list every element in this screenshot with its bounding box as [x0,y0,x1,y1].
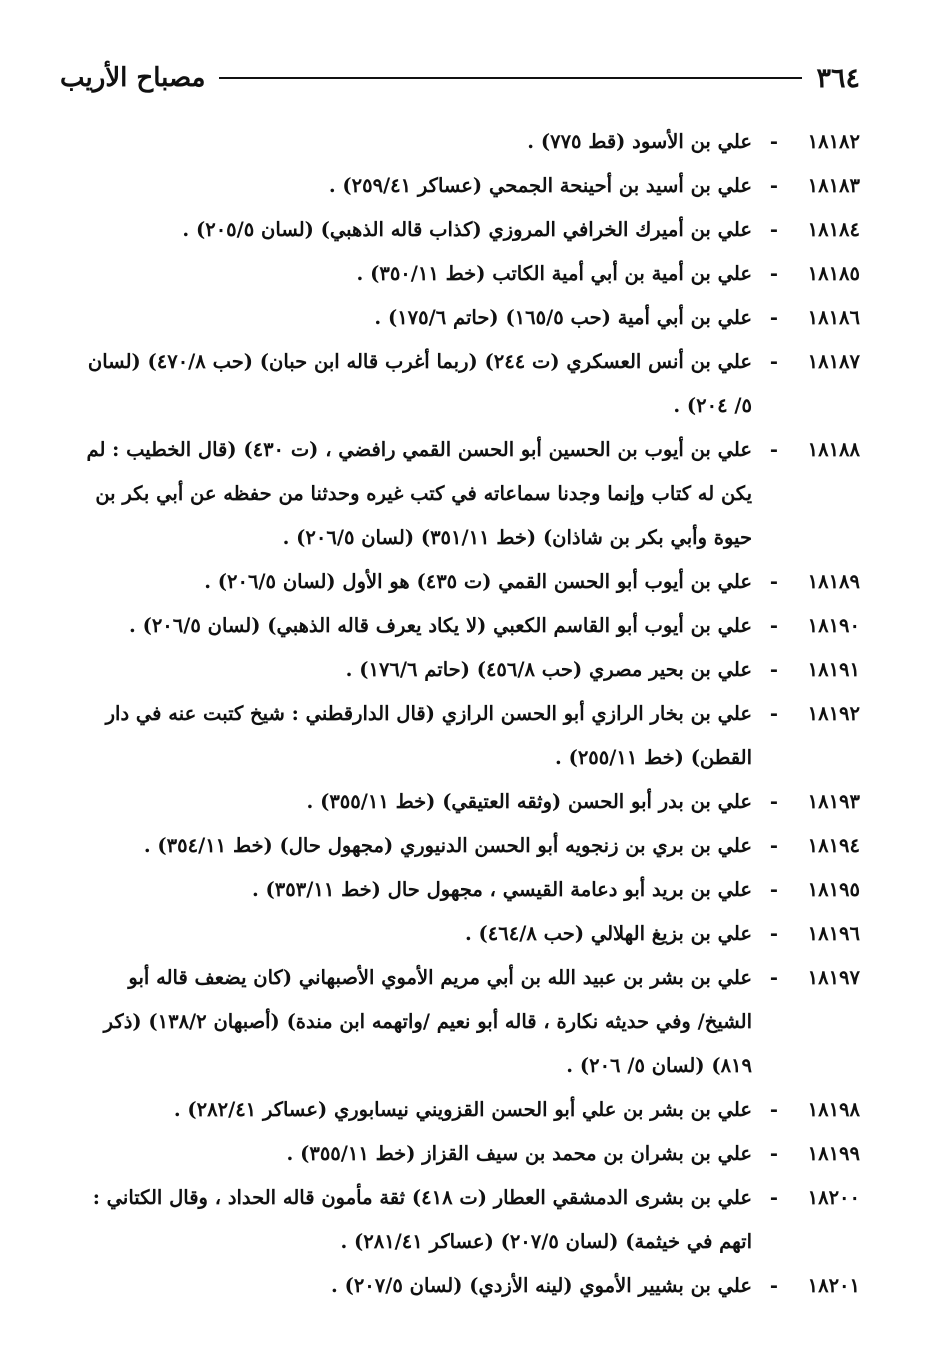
list-item [80,120,860,164]
entry-text: علي بن بشيير الأموي (لينه الأزدي) (لسان ٢٠٧/٥) . [331,1274,752,1297]
entry-text: علي بن أيوب أبو الحسن القمي (ت ٤٣٥) هو الأول (لسان ٢٠٦/٥) . [204,570,752,593]
entry-dash: - [769,438,778,461]
header-rule [219,77,802,79]
entry-text: علي بن أيوب بن الحسين أبو الحسن القمي رافضي ، (ت ٤٣٠) (قال الخطيب : لم يكن له كتاب وإنما وجدنا سماعاته في كتب غيره وحدثنا من حفظه عن أبي بكر بن حيوة وأبي بكر بن شاذان) (خط ٣٥١/١١) (لسان ٢٠٦/٥) . [86,438,752,549]
entry-text: علي بن أنس العسكري (ت ٢٤٤) (ربما أغرب قاله ابن حبان) (حب ٤٧٠/٨) (لسان ٥/ ٢٠٤) . [87,350,752,417]
list-item [80,780,860,824]
entry-number: ١٨١٩٦ [807,922,860,945]
entry-number: ١٨١٩٧ [807,966,860,989]
entry-text: علي بن بريد أبو دعامة القيسي ، مجهول حال (خط ٣٥٣/١١) . [251,878,752,901]
entry-dash: - [769,1274,778,1297]
entry-number: ١٨١٩٩ [807,1142,860,1165]
list-item [80,428,860,560]
entry-dash: - [769,834,778,857]
list-item [80,1264,860,1308]
entry-text: علي بن بزيغ الهلالي (حب ٤٦٤/٨) . [464,922,752,945]
entry-text: علي بن بحير مصري (حب ٤٥٦/٨) (حاتم ١٧٦/٦) . [345,658,752,681]
entry-dash: - [769,614,778,637]
entry-number: ١٨١٨٧ [807,350,860,373]
entry-text: علي بن بشر بن علي أبو الحسن القزويني نيسابوري (عساكر ٢٨٢/٤١) . [173,1098,752,1121]
list-item [80,648,860,692]
entry-number: ١٨١٩٢ [807,702,860,725]
list-item [80,604,860,648]
list-item [80,956,860,1088]
entry-text: علي بن بخار الرازي أبو الحسن الرازي (قال الدارقطني : شيخ كتبت عنه في دار القطن) (خط ٢٥٥/١١) . [105,702,752,769]
entry-dash: - [769,966,778,989]
list-item [80,208,860,252]
entry-number: ١٨١٩٣ [807,790,860,813]
entry-number: ١٨١٩٨ [807,1098,860,1121]
entry-dash: - [769,130,778,153]
list-item [80,340,860,428]
entry-dash: - [769,922,778,945]
entry-text: علي بن بشرى الدمشقي العطار (ت ٤١٨) ثقة مأمون قاله الحداد ، وقال الكتاني : اتهم في خيثمة) (لسان ٢٠٧/٥) (عساكر ٢٨١/٤١) . [92,1186,752,1253]
entries-list [80,120,860,1308]
entry-dash: - [769,262,778,285]
entry-dash: - [769,570,778,593]
entry-dash: - [769,790,778,813]
entry-number: ١٨١٨٤ [807,218,860,241]
list-item [80,164,860,208]
entry-text: علي بن بدر أبو الحسن (وثقه العتيقي) (خط ٣٥٥/١١) . [306,790,752,813]
page-header [60,58,860,98]
entry-text: علي بن أبي أمية (حب ١٦٥/٥) (حاتم ١٧٥/٦) . [374,306,752,329]
entry-dash: - [769,1142,778,1165]
entry-number: ١٨١٨٨ [807,438,860,461]
entry-number: ١٨١٩٤ [807,834,860,857]
entry-number: ١٨١٨٩ [807,570,860,593]
list-item [80,1088,860,1132]
entry-dash: - [769,658,778,681]
list-item [80,824,860,868]
entry-number: ١٨١٨٢ [807,130,860,153]
entry-text: علي بن أيوب أبو القاسم الكعبي (لا يكاد يعرف قاله الذهبي) (لسان ٢٠٦/٥) . [129,614,752,637]
entry-text: علي بن بري بن زنجويه أبو الحسن الدنيوري (مجهول حال) (خط ٣٥٤/١١) . [143,834,752,857]
entry-number: ١٨١٨٦ [807,306,860,329]
entry-number: ١٨٢٠٠ [807,1186,860,1209]
entry-text: علي بن أمية بن أبي أمية الكاتب (خط ٣٥٠/١١) . [356,262,752,285]
entry-dash: - [769,218,778,241]
entry-number: ١٨١٩٥ [807,878,860,901]
list-item [80,868,860,912]
list-item [80,560,860,604]
entry-text: علي بن الأسود (قط ٧٧٥) . [527,130,752,153]
list-item [80,1132,860,1176]
entry-text: علي بن بشر بن عبيد الله بن أبي مريم الأموي الأصبهاني (كان يضعف قاله أبو الشيخ/ وفي حديثه نكارة ، قاله أبو نعيم /واتهمه ابن مندة) (أصبهان ١٣٨/٢) (ذكر ٨١٩) (لسان ٥/ ٢٠٦) . [103,966,752,1077]
entry-text: علي بن بشران بن محمد بن سيف القزاز (خط ٣٥٥/١١) . [286,1142,752,1165]
entry-number: ١٨١٨٣ [807,174,860,197]
list-item [80,252,860,296]
entry-number: ١٨٢٠١ [807,1274,860,1297]
entry-number: ١٨١٩٠ [807,614,860,637]
entry-number: ١٨١٨٥ [807,262,860,285]
list-item [80,692,860,780]
page-number: ٣٦٤ [816,62,860,94]
entry-number: ١٨١٩١ [807,658,860,681]
entry-dash: - [769,1098,778,1121]
entry-text: علي بن أميرك الخرافي المروزي (كذاب قاله الذهبي) (لسان ٢٠٥/٥) . [182,218,752,241]
list-item [80,1176,860,1264]
entry-dash: - [769,306,778,329]
entry-dash: - [769,350,778,373]
entry-dash: - [769,878,778,901]
entry-dash: - [769,174,778,197]
entry-text: علي بن أسيد بن أحينحة الجمحي (عساكر ٢٥٩/٤١) . [328,174,752,197]
entry-dash: - [769,1186,778,1209]
running-title: مصباح الأريب [60,63,206,93]
list-item [80,296,860,340]
list-item [80,912,860,956]
entry-dash: - [769,702,778,725]
